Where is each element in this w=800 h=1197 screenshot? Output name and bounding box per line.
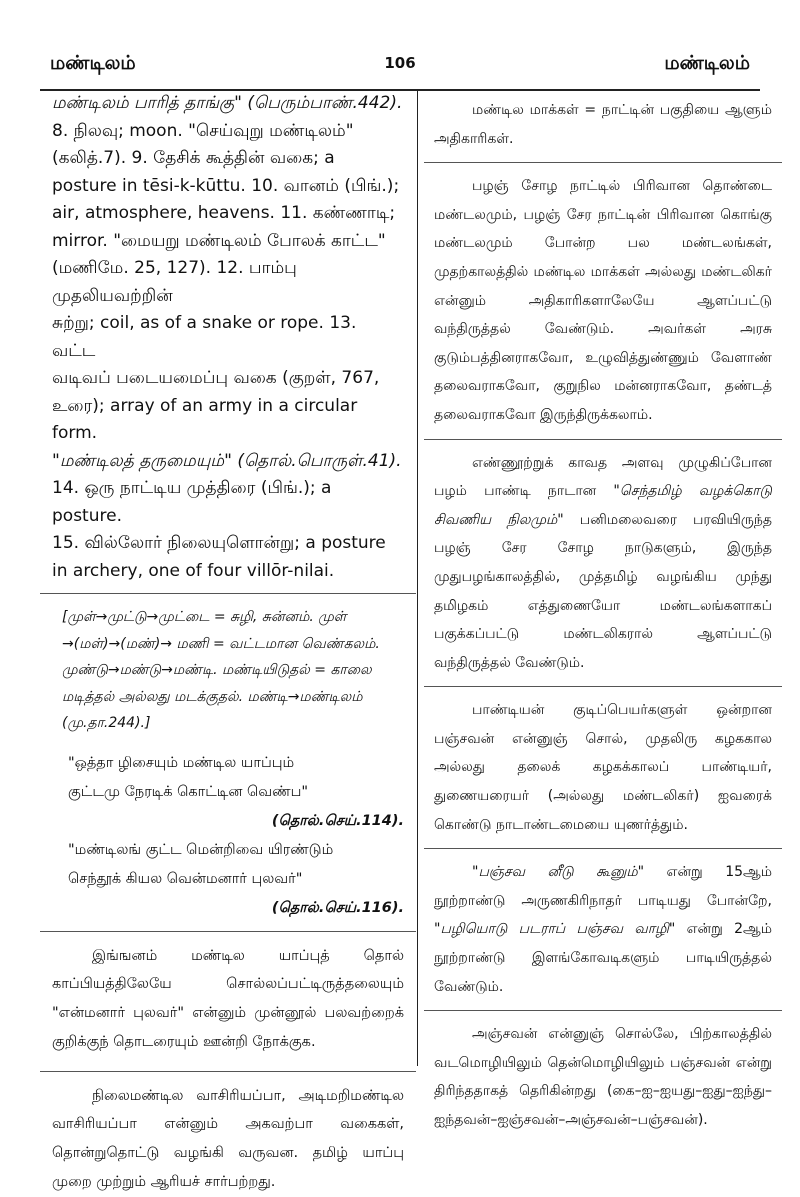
left-column [52,90,404,1197]
page-number: 106 [384,54,416,72]
body-paragraph: அஞ்சவன் என்னுஞ் சொல்லே, பிற்காலத்தில் வடமொழியிலும் தென்மொழியிலும் பஞ்சவன் என்று திரிந்ததாகத் தெரிகின்றது (கை–ஐ–ஐயது–ஐது–ஐந்து–ஐந்தவன்–ஐஞ்சவன்–அஞ்சவன்–பஞ்சவன்). [434,1026,772,1128]
lead-line: 15. வில்லோர் நிலையுளொன்று; a posture [52,533,386,553]
body-paragraph: பழஞ் சோழ நாட்டில் பிரிவான தொண்டை மண்டலமும், பழஞ் சேர நாட்டின் பிரிவான கொங்கு மண்டலமும் போன்ற பல மண்டலங்கள், முதற்காலத்தில் மண்டில மாக்கள் அல்லது மண்டலிகர் என்னும் அதிகாரிகளாலேயே ஆளப்பட்டு வந்திருத்தல் வேண்டும். அவர்கள் அரசு குடும்பத்தினராகவோ, உழுவித்துண்ணும் வேளாண் தலைவராகவோ, குறுநில மன்னராகவோ, தண்டத் தலைவராகவோ இருந்திருக்கலாம். [434,178,772,423]
verse-line: குட்டமு நேரடிக் கொட்டின வெண்ப" [68,783,309,800]
verse-source: (தொல்.செய்.116). [271,899,404,916]
lead-line: வடிவப் படையமைப்பு வகை (குறள், 767, [52,368,380,388]
etymology-line: முண்டு→மண்டு→மண்டி. மண்டியிடுதல் = காலை [62,662,372,678]
quoted-phrase: "பஞ்சவ னீடு கூனும்" [472,864,645,881]
lead-line: சுற்று; coil, as of a snake or rope. 13. வட்ட [52,313,357,361]
lead-line: 8. நிலவு; moon. "செய்வுறு மண்டிலம்" [52,120,354,141]
text-run: எண்ணூற்றுக் காவத அளவு முழுகிப்போன பழம் பாண்டி நாடான [434,454,772,500]
body-paragraph [434,449,772,678]
body-paragraph: மண்டில மாக்கள் = நாட்டின் பகுதியை ஆளும் அதிகாரிகள். [434,102,772,147]
entry-definitions [52,90,404,585]
lead-line: "மண்டிலத் தருமையும்" (தொல்.பொருள்.41). [52,450,402,471]
verse-source: (தொல்.செய்.114). [271,812,404,829]
text-run: என்று 15ஆம் நூற்றாண்டு அருணகிரிநாதர் பாடியது போன்றே, [434,864,772,909]
body-paragraph: நிலைமண்டில வாசிரியப்பா, அடிமறிமண்டில வாசிரியப்பா என்னும் அகவற்பா வகைகள், தொன்றுதொட்டு வழங்கி வருவன. தமிழ் யாப்பு முறை முற்றும் ஆரியச் சார்பற்றது. [52,1087,404,1191]
lead-line: மண்டிலம் பாரித் தாங்கு" (பெரும்பாண்.442). [52,93,403,113]
section-rule [40,931,416,932]
verse-line: செந்தூக் கியல வென்மனார் புலவர்" [68,870,303,887]
section-rule [424,848,782,849]
text-run: பனிமலைவரை பரவியிருந்த பழஞ் சேர சோழ நாடுகளும், இருந்த முதுபழங்காலத்தில், முத்தமிழ் வழங்கிய முந்து தமிழகம் எத்துணையோ மண்டலங்களாகப் பகுக்கப்பட்டு மண்டலிகரால் ஆளப்பட்டு வந்திருத்தல் வேண்டும். [434,511,772,671]
etymology-line: →(மள்)→(மண்)→ மணி = வட்டமான வெண்கலம். [62,635,380,652]
lead-line: air, atmosphere, heavens. 11. கண்ணாடி; [52,203,396,223]
etymology-line: மடித்தல் அல்லது மடக்குதல். மண்டி→மண்டிலம் [62,688,363,705]
column-divider [417,91,418,1066]
quoted-phrase: "செந்தமிழ் வழக்கொடு சிவணிய நிலமும்" [434,483,773,528]
etymology-note [52,604,404,737]
section-rule [424,1010,782,1011]
lead-line: posture in tēsi-k-kūttu. 10. வானம் (பிங்.); [52,175,400,196]
verse-line: "மண்டிலங் குட்ட மென்றிவை யிரண்டும் [68,841,334,858]
section-rule [424,439,782,440]
body-paragraph: பாண்டியன் குடிப்பெயர்களுள் ஒன்றான பஞ்சவன் என்னுஞ் சொல், முதலிரு கழககால அல்லது தலைக் கழகக்காலப் பாண்டியர், துணையரையர் (அல்லது மண்டலிகர்) ஐவரைக் கொண்டு நாடாண்டமையை யுணர்த்தும். [434,702,772,833]
lead-line: (கலித்.7). 9. தேசிக் கூத்தின் வகை; a [52,148,335,168]
section-rule [40,593,416,594]
etymology-line: [முள்→முட்டு→முட்டை = சுழி, சுன்னம். முள் [62,609,347,625]
section-rule [424,162,782,163]
quoted-phrase: "பழியொடு படராப் பஞ்சவ வாழி" [434,921,676,938]
section-rule [40,1071,416,1072]
page-header [40,50,760,86]
verse-quote [52,749,404,923]
body-paragraph [434,858,772,1001]
lead-line: in archery, one of four villōr-nilai. [52,560,335,581]
text-run: என்று 2ஆம் நூற்றாண்டு இளங்கோவடிகளும் பாடியிருத்தல் வேண்டும். [434,921,772,995]
section-rule [424,686,782,687]
verse-line: "ஒத்தா ழிசையும் மண்டில யாப்பும் [68,754,295,771]
body-paragraph: இங்ஙனம் மண்டில யாப்புத் தொல் காப்பியத்திலேயே சொல்லப்பட்டிருத்தலையும் "என்மனார் புலவர்" என்னும் முன்னூல் பலவற்றைக் குறிக்குந் தொடரையும் ஊன்றி நோக்குக. [52,947,404,1050]
lead-line: (மணிமே. 25, 127). 12. பாம்பு முதலியவற்றின் [52,258,297,306]
right-column [434,96,772,1135]
etymology-line: (மு.தா.244).] [62,715,151,731]
lead-line: உரை); array of an army in a circular form. [52,395,358,443]
lead-line: 14. ஒரு நாட்டிய முத்திரை (பிங்.); a posture. [52,478,332,526]
running-head-left: மண்டிலம் [50,52,136,74]
lead-line: mirror. "மையறு மண்டிலம் போலக் காட்ட" [52,230,386,251]
running-head-right: மண்டிலம் [664,52,750,74]
